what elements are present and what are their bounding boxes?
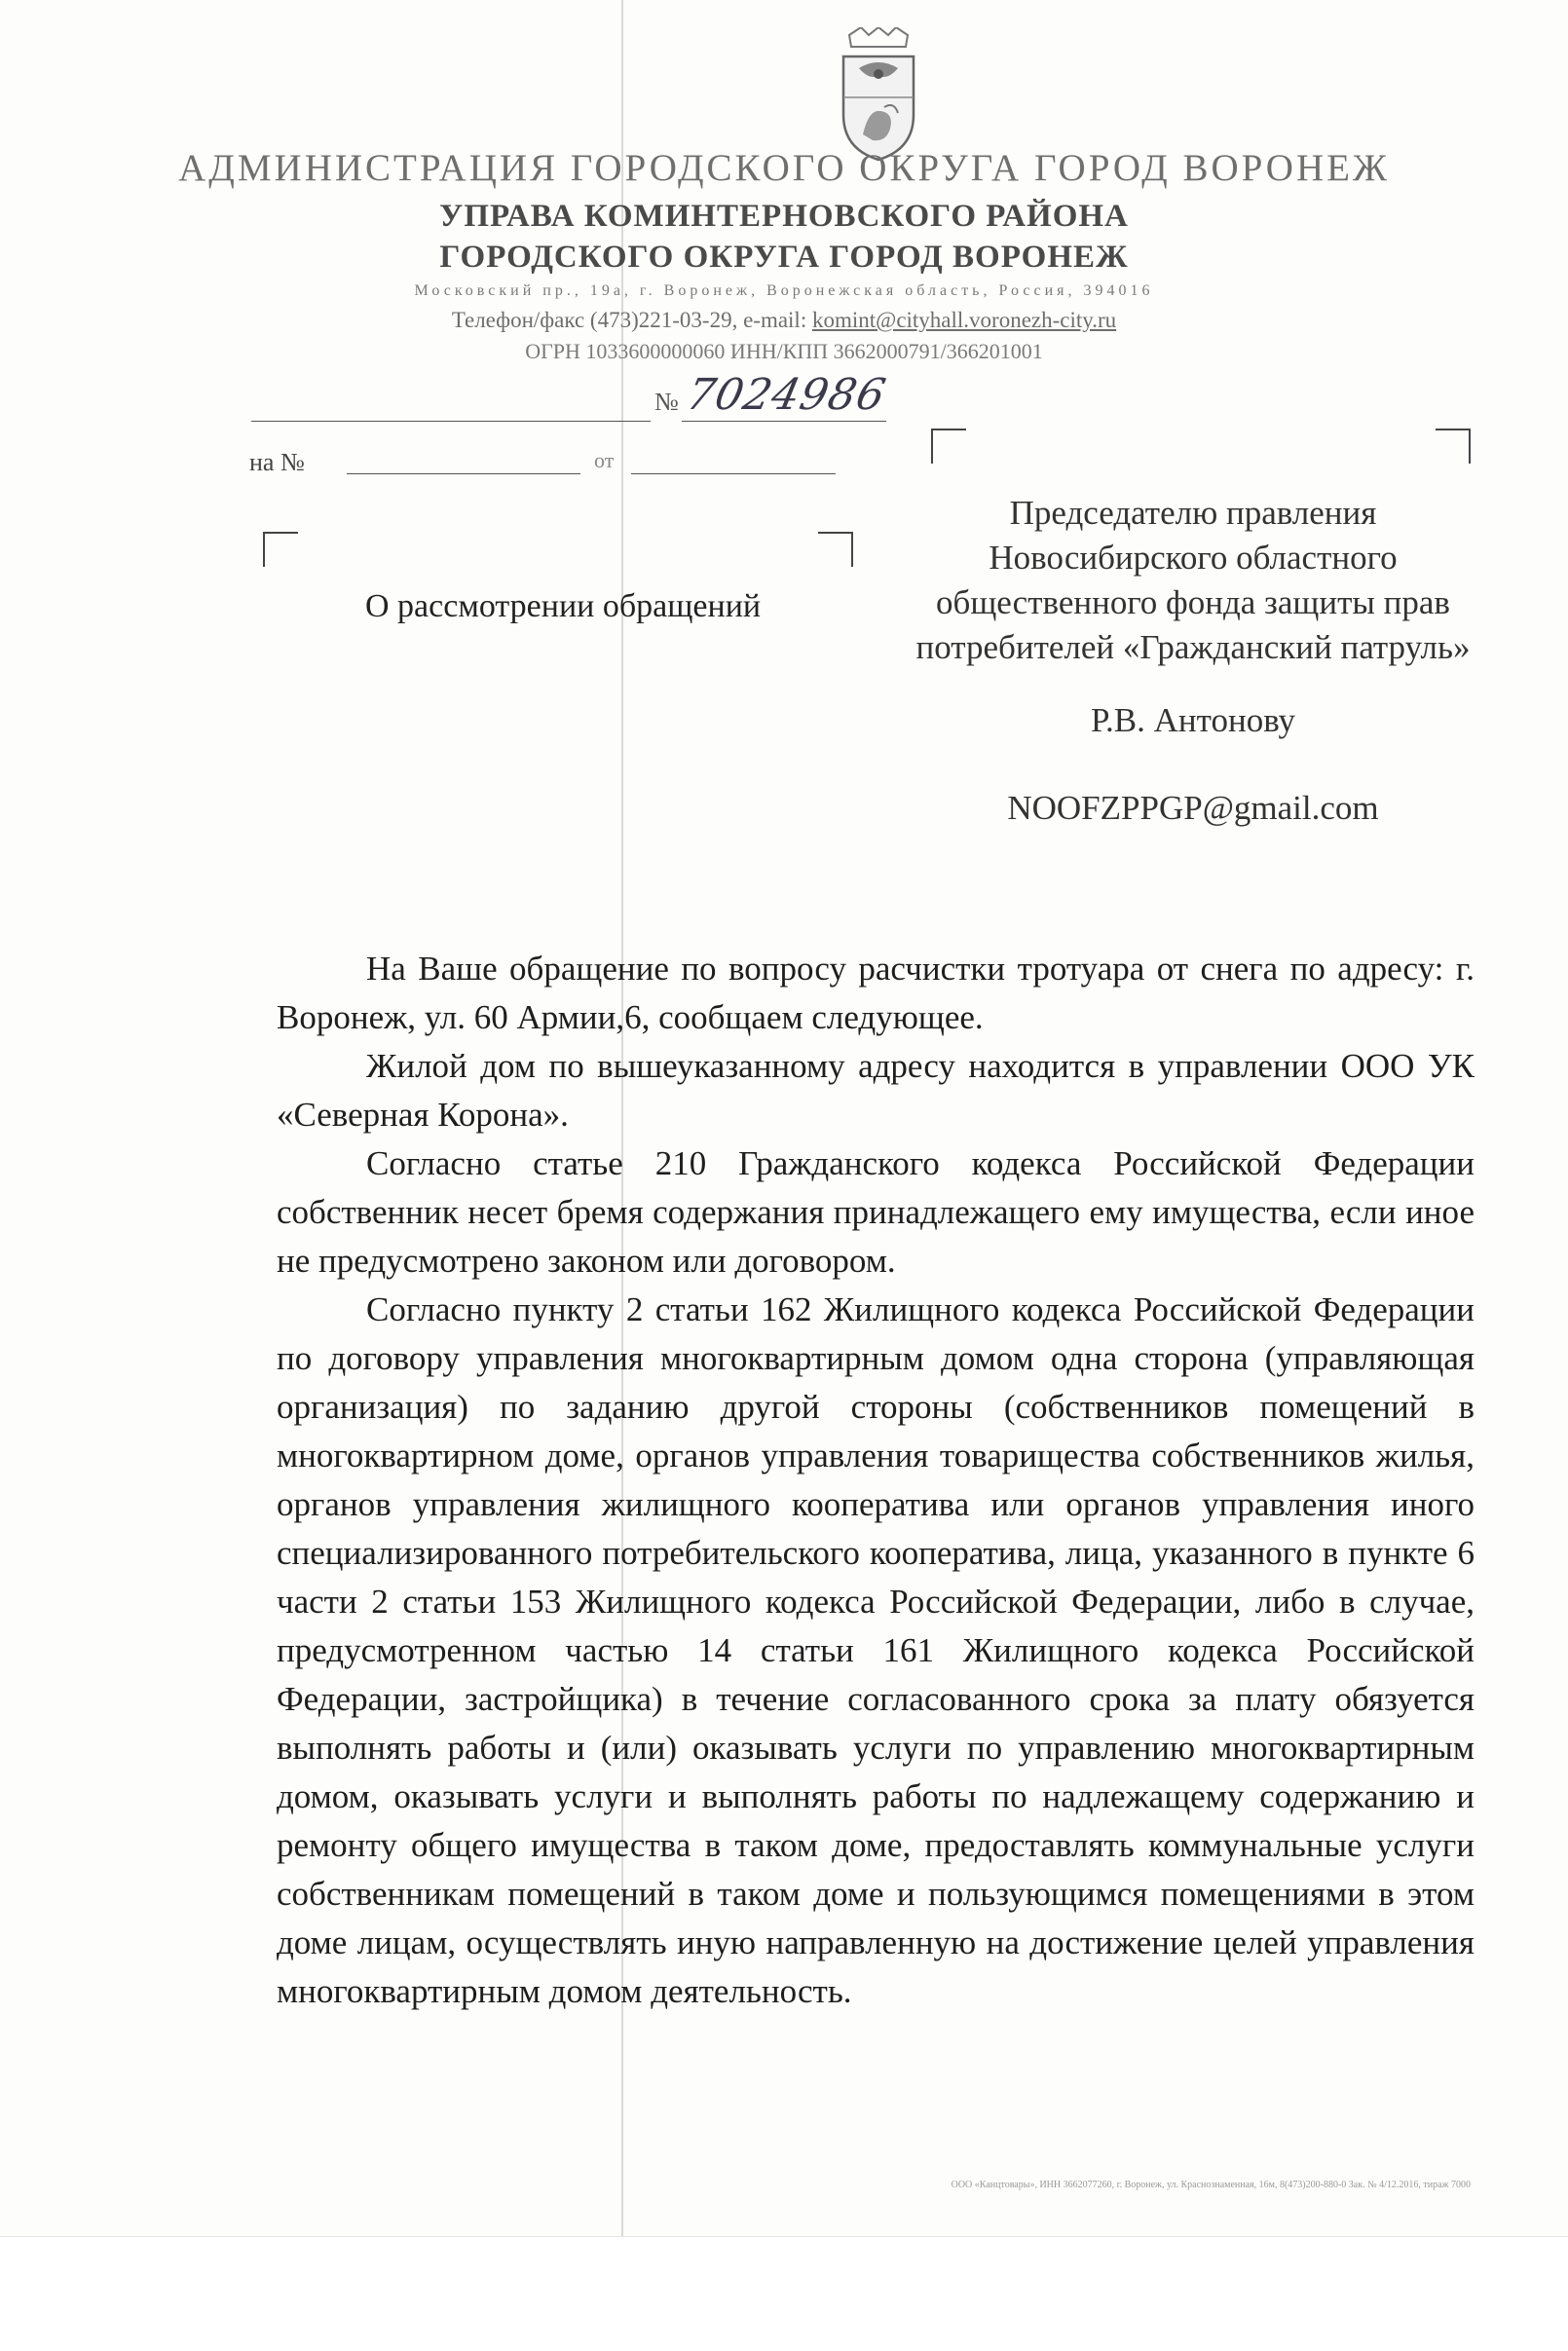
- contact-line: [0, 308, 1568, 333]
- letter-subject: О рассмотрении обращений: [365, 588, 762, 624]
- letter-body: [277, 945, 1475, 2016]
- registration-number-line: [682, 421, 886, 422]
- registration-date-line: [251, 421, 651, 422]
- body-paragraph: На Ваше обращение по вопросу расчистки тротуара от снега по адресу: г. Воронеж, ул. 60 Армии,6, сообщаем следующее.: [277, 950, 1475, 1036]
- department-line-1: УПРАВА КОМИНТЕРНОВСКОГО РАЙОНА: [439, 199, 1129, 234]
- phone-fax: Телефон/факс (473)221-03-29, e-mail:: [451, 308, 812, 332]
- subject-bracket-left: [263, 532, 298, 567]
- reply-to-number-label: на №: [249, 448, 305, 476]
- postal-address: Московский пр., 19а, г. Воронеж, Воронежская область, Россия, 394016: [414, 282, 1154, 299]
- registration-number-handwritten: 7024986: [682, 370, 891, 420]
- reply-date-label: от: [594, 448, 615, 472]
- reply-to-number-line: [347, 473, 580, 474]
- addressee-bracket-left: [931, 429, 966, 464]
- scan-margin: [0, 2236, 1568, 2351]
- subject-bracket-right: [818, 532, 853, 567]
- addressee-line: общественного фонда защиты прав: [936, 583, 1450, 621]
- recipient-email: NOOFZPPGP@gmail.com: [1007, 789, 1379, 827]
- ogrn-inn: ОГРН 1033600000060 ИНН/КПП 3662000791/366201001: [525, 339, 1043, 363]
- addressee-line: потребителей «Гражданский патруль»: [915, 628, 1471, 666]
- addressee-bracket-right: [1436, 429, 1471, 464]
- city-coat-of-arms: [830, 27, 927, 162]
- body-paragraph: Согласно статье 210 Гражданского кодекса Российской Федерации собственник несет бремя содержания принадлежащего ему имущества, если иное не предусмотрено законом или договором.: [277, 1144, 1475, 1280]
- reply-date-line: [631, 473, 836, 474]
- addressee-line: Председателю правления: [1009, 494, 1377, 532]
- registration-number-label: №: [654, 388, 679, 416]
- printer-imprint: ООО «Канцтовары», ИНН 3662077260, г. Воронеж, ул. Краснознаменная, 16м, 8(473)200-880-0 Зак. № 4/12.2016, тираж 7000: [951, 2180, 1471, 2190]
- addressee-block: [877, 491, 1510, 670]
- department-line-2: ГОРОДСКОГО ОКРУГА ГОРОД ВОРОНЕЖ: [439, 240, 1129, 275]
- body-paragraph: Согласно пункту 2 статьи 162 Жилищного кодекса Российской Федерации по договору управления многоквартирным домом одна сторона (управляющая организация) по заданию другой стороны (собственников помещений в многоквартирном доме, органов управления товарищества собственников жилья, органов управления жилищного кооператива или органов управления иного специализированного потребительского кооператива, лица, указанного в пункте 6 части 2 статьи 153 Жилищного кодекса Российской Федерации, либо в случае, предусмотренном частью 14 статьи 161 Жилищного кодекса Российской Федерации, застройщика) в течение согласованного срока за плату обязуется выполнять работы и (или) оказывать услуги по управлению многоквартирным домом, оказывать услуги и выполнять работы по надлежащему содержанию и ремонту общего имущества в таком доме, предоставлять коммунальные услуги собственникам помещений в таком доме и пользующимся помещениями в этом доме лицам, осуществлять иную направленную на достижение целей управления многоквартирным домом деятельность.: [277, 1290, 1475, 2010]
- recipient-name: Р.В. Антонову: [1090, 701, 1296, 739]
- body-paragraph: Жилой дом по вышеуказанному адресу находится в управлении ООО УК «Северная Корона».: [277, 1047, 1475, 1134]
- email-link[interactable]: komint@cityhall.voronezh-city.ru: [811, 308, 1117, 332]
- admin-title: АДМИНИСТРАЦИЯ ГОРОДСКОГО ОКРУГА ГОРОД ВОРОНЕЖ: [178, 147, 1390, 189]
- addressee-line: Новосибирского областного: [989, 539, 1398, 577]
